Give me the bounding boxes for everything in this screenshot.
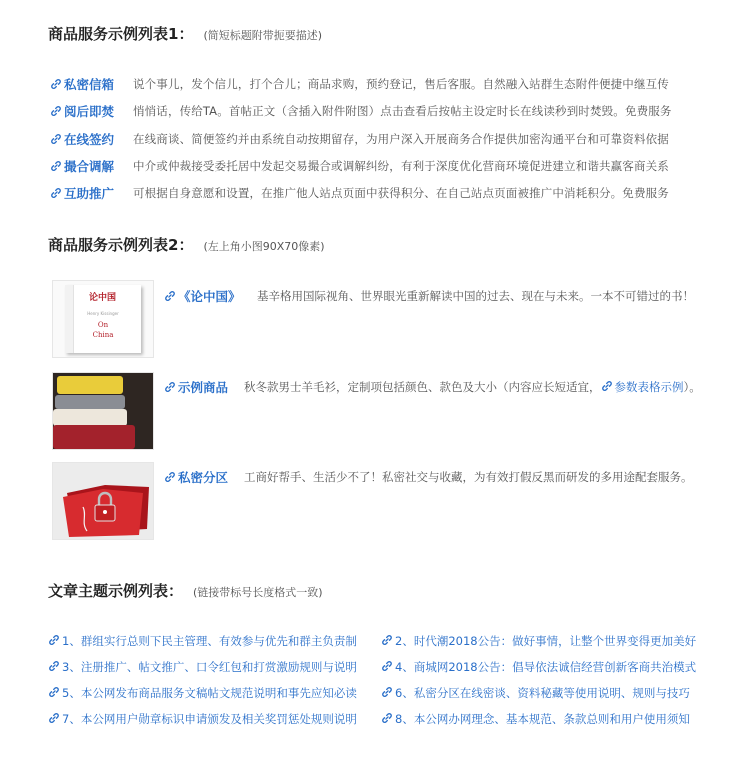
link-mutual-promotion[interactable] — [50, 184, 114, 202]
article-link[interactable] — [381, 633, 696, 649]
link-icon — [50, 160, 62, 172]
link-icon — [48, 686, 60, 698]
article-link[interactable] — [381, 711, 690, 727]
link-label: 互助推广 — [64, 186, 115, 201]
link-icon — [381, 634, 393, 646]
book-author: Henry Kissinger — [87, 311, 119, 316]
link-label: 撮合调解 — [64, 159, 115, 174]
article-link[interactable] — [48, 711, 357, 727]
book-description: 基辛格用国际视角、世界眼光重新解读中国的过去、现在与未来。一本不可错过的书！ — [257, 289, 694, 303]
link-icon — [50, 105, 62, 117]
section1-note: (简短标题附带扼要描述) — [203, 29, 323, 42]
link-icon — [381, 660, 393, 672]
book-thumbnail[interactable] — [52, 280, 154, 358]
product-desc-text: 秋冬款男士羊毛衫，定制项包括颜色、款色及大小（内容应长短适宜， — [244, 380, 601, 394]
link-sample-product[interactable] — [164, 378, 228, 396]
link-label: 私密分区 — [178, 470, 229, 485]
link-private-mailbox[interactable] — [50, 75, 114, 93]
link-private-zone[interactable] — [164, 468, 228, 486]
private-zone-thumbnail[interactable] — [52, 462, 154, 540]
book-title-en-2: China — [92, 331, 114, 339]
article-link[interactable] — [48, 633, 357, 649]
link-label: 私密信箱 — [64, 77, 115, 92]
article-title: 2、时代潮2018公告：做好事情，让整个世界变得更加美好 — [395, 634, 697, 648]
link-icon — [164, 290, 176, 302]
article-link[interactable] — [48, 659, 357, 675]
article-title: 1、群组实行总则下民主管理、有效参与优先和群主负责制 — [62, 634, 357, 648]
section1-title — [48, 23, 322, 44]
link-label: 在线签约 — [64, 132, 115, 147]
link-icon — [381, 686, 393, 698]
link-burn-after-reading[interactable] — [50, 102, 114, 120]
link-icon — [48, 712, 60, 724]
service-desc-line: 中介或仲裁接受委托居中发起交易撮合或调解纠纷，有利于深度优化营商环境促进建立和谐共赢客商关系 — [133, 159, 669, 173]
service-desc-line: 在线商谈、简便签约并由系统自动按期留存，为用户深入开展商务合作提供加密沟通平台和可靠资料依据 — [133, 132, 669, 146]
link-icon — [50, 187, 62, 199]
link-label: 《论中国》 — [178, 289, 241, 304]
sweater-thumbnail[interactable] — [52, 372, 154, 450]
book-title-en-1: On — [97, 321, 109, 329]
product-desc-tail: ）。 — [683, 380, 701, 394]
link-icon — [601, 380, 613, 392]
article-title: 6、私密分区在线密谈、资料秘藏等使用说明、规则与技巧 — [395, 686, 690, 700]
link-label: 示例商品 — [178, 380, 229, 395]
article-title: 5、本公网发布商品服务文稿帖文规范说明和事先应知必读 — [62, 686, 357, 700]
product-description — [244, 379, 701, 395]
service-desc-line: 悄悄话，传给TA。首帖正文（含插入附件附图）点击查看后按帖主设定时长在线读秒到时焚毁。免费服务 — [133, 104, 672, 118]
yellow-sweater — [57, 376, 123, 394]
link-label: 参数表格示例 — [614, 380, 684, 394]
article-link[interactable] — [381, 685, 690, 701]
red-sweater — [53, 425, 135, 449]
white-sweater — [53, 409, 127, 426]
article-link[interactable] — [48, 685, 357, 701]
article-title: 3、注册推广、帖文推广、口令红包和打赏激励规则与说明 — [62, 660, 357, 674]
gray-sweater — [55, 395, 125, 409]
section2-note: (左上角小图90X70像素) — [203, 240, 325, 253]
section3-title — [48, 580, 323, 601]
link-param-table-example[interactable] — [601, 380, 684, 394]
service-desc-line: 可根据自身意愿和设置，在推广他人站点页面中获得积分、在自己站点页面被推广中消耗积分。免费服务 — [133, 186, 669, 200]
link-label: 阅后即焚 — [64, 104, 115, 119]
book-cover — [65, 285, 141, 353]
link-book-on-china[interactable] — [164, 287, 241, 305]
article-link[interactable] — [381, 659, 696, 675]
section1-heading: 商品服务示例列表1： — [48, 25, 194, 43]
article-title: 8、本公网办网理念、基本规范、条款总则和用户使用须知 — [395, 712, 690, 726]
link-icon — [164, 471, 176, 483]
section3-heading: 文章主题示例列表： — [48, 582, 184, 600]
link-icon — [50, 78, 62, 90]
section3-note: (链接带标号长度格式一致) — [193, 586, 323, 599]
book-title-cn: 论中国 — [89, 293, 117, 303]
link-icon — [48, 660, 60, 672]
link-mediation[interactable] — [50, 157, 114, 175]
link-icon — [381, 712, 393, 724]
link-icon — [48, 634, 60, 646]
section2-heading: 商品服务示例列表2： — [48, 236, 194, 254]
section2-title — [48, 234, 325, 255]
article-title: 4、商城网2018公告：倡导依法诚信经营创新客商共治模式 — [395, 660, 697, 674]
link-online-signing[interactable] — [50, 130, 114, 148]
service-desc-line: 说个事儿，发个信儿，打个合儿；商品求购，预约登记，售后客服。自然融入站群生态附件便捷中继互传 — [133, 77, 669, 91]
article-title: 7、本公网用户勋章标识申请颁发及相关奖罚惩处规则说明 — [62, 712, 357, 726]
private-zone-description: 工商好帮手、生活少不了！私密社交与收藏，为有效打假反黑而研发的多用途配套服务。 — [244, 470, 693, 484]
padlock-folder-image — [53, 463, 153, 539]
link-icon — [164, 381, 176, 393]
book-spine — [65, 285, 74, 353]
link-icon — [50, 133, 62, 145]
